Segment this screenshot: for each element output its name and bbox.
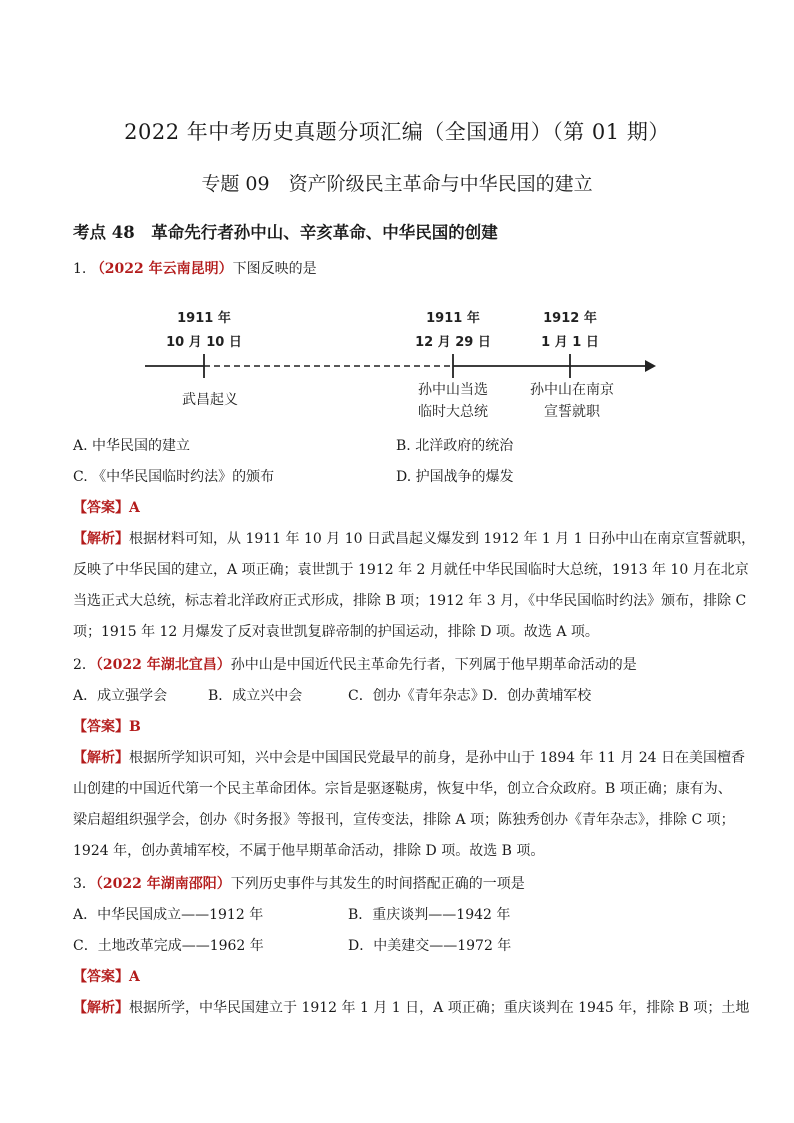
option-d: D. 护国战争的爆发	[396, 469, 514, 485]
analysis-line: 当选正式大总统，标志着北洋政府正式形成，排除 B 项；1912 年 3 月，《中华民国临时约法》颁布，排除 C	[73, 593, 747, 609]
analysis-tag: 【解析】	[73, 750, 129, 766]
analysis-line: 反映了中华民国的建立，A 项正确；袁世凯于 1912 年 2 月就任中华民国临时大总统，1913 年 10 月在北京	[73, 562, 749, 578]
question-text: 下列历史事件与其发生的时间搭配正确的一项是	[230, 876, 525, 892]
question-2-stem	[73, 654, 637, 674]
answer-value: A	[129, 969, 140, 985]
question-number: 3．	[73, 876, 96, 892]
timeline-year-1: 1911 年	[177, 311, 231, 326]
option-b: B. 北洋政府的统治	[396, 438, 514, 454]
analysis-text: 根据所学知识可知，兴中会是中国国民党最早的前身，是孙中山于 1894 年 11 月 24 日在美国檀香	[129, 750, 745, 766]
analysis-tag: 【解析】	[73, 531, 129, 547]
timeline-arrowhead	[645, 360, 656, 372]
analysis-tag: 【解析】	[73, 1000, 129, 1016]
question-source: （2022 年湖南邵阳）	[95, 876, 231, 892]
analysis-line	[73, 747, 745, 767]
page-subtitle: 专题 09 资产阶级民主革命与中华民国的建立	[201, 173, 593, 195]
option-c: C. 《中华民国临时约法》的颁布	[73, 469, 275, 485]
analysis-line: 项；1915 年 12 月爆发了反对袁世凯复辟帝制的护国运动，排除 D 项。故选 A 项。	[73, 624, 599, 640]
analysis-text: 根据材料可知，从 1911 年 10 月 10 日武昌起义爆发到 1912 年 1 月 1 日孙中山在南京宣誓就职，	[129, 531, 756, 547]
question-1-stem	[73, 258, 317, 278]
timeline-year-3: 1912 年	[543, 311, 597, 326]
question-source: （2022 年湖北宜昌）	[95, 657, 231, 673]
answer-tag: 【答案】	[73, 969, 129, 985]
timeline-label-2b: 临时大总统	[418, 404, 488, 420]
option-d: D．创办黄埔军校	[482, 688, 592, 704]
answer-tag: 【答案】	[73, 719, 129, 735]
option-c: C．土地改革完成——1962 年	[73, 938, 264, 954]
timeline-date-2: 12 月 29 日	[415, 335, 491, 350]
question-text: 孙中山是中国近代民主革命先行者，下列属于他早期革命活动的是	[230, 657, 637, 673]
question-text: 下图反映的是	[232, 261, 317, 277]
timeline-label-3b: 宣誓就职	[544, 404, 600, 420]
option-d: D．中美建交——1972 年	[348, 938, 512, 954]
timeline-label-3a: 孙中山在南京	[530, 382, 614, 398]
option-a: A. 中华民国的建立	[73, 438, 191, 454]
answer-tag: 【答案】	[73, 500, 129, 516]
timeline-figure	[140, 300, 660, 430]
answer-line	[73, 966, 140, 986]
option-a: A．成立强学会	[73, 688, 168, 704]
timeline-date-3: 1 月 1 日	[541, 335, 599, 350]
answer-value: B	[129, 719, 141, 735]
analysis-line	[73, 528, 755, 548]
answer-line	[73, 497, 140, 517]
question-source: （2022 年云南昆明）	[90, 261, 233, 277]
section-heading: 考点 48 革命先行者孙中山、辛亥革命、中华民国的创建	[73, 223, 498, 242]
option-a: A．中华民国成立——1912 年	[73, 907, 264, 923]
analysis-text: 根据所学，中华民国建立于 1912 年 1 月 1 日，A 项正确；重庆谈判在 1945 年，排除 B 项；土地	[129, 1000, 750, 1016]
analysis-line: 梁启超组织强学会，创办《时务报》等报刊，宣传变法，排除 A 项；陈独秀创办《青年杂志》，排除 C 项；	[73, 812, 735, 828]
option-b: B．重庆谈判——1942 年	[348, 907, 511, 923]
option-c: C．创办《青年杂志》	[348, 688, 485, 704]
analysis-line	[73, 997, 749, 1017]
answer-value: A	[129, 500, 140, 516]
timeline-date-1: 10 月 10 日	[166, 335, 242, 350]
page-title: 2022 年中考历史真题分项汇编（全国通用）（第 01 期）	[124, 120, 670, 144]
question-number: 1.	[73, 261, 87, 277]
question-3-stem	[73, 873, 525, 893]
analysis-line: 山创建的中国近代第一个民主革命团体。宗旨是驱逐鞑虏，恢复中华，创立合众政府。B 项正确；康有为、	[73, 781, 732, 797]
timeline-label-1: 武昌起义	[182, 392, 238, 408]
answer-line	[73, 716, 141, 736]
analysis-line: 1924 年，创办黄埔军校，不属于他早期革命活动，排除 D 项。故选 B 项。	[73, 843, 545, 859]
timeline-year-2: 1911 年	[426, 311, 480, 326]
option-b: B．成立兴中会	[208, 688, 303, 704]
timeline-label-2a: 孙中山当选	[418, 382, 488, 398]
question-number: 2．	[73, 657, 96, 673]
